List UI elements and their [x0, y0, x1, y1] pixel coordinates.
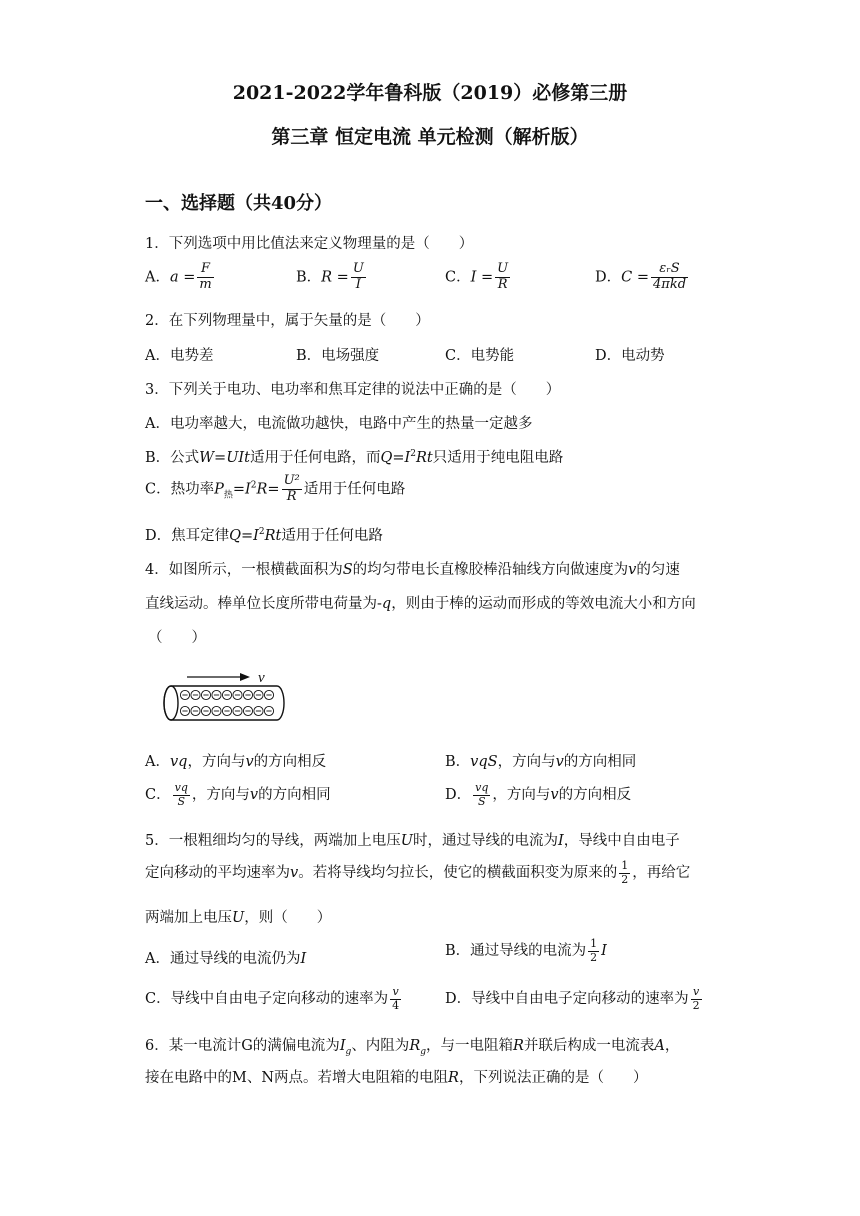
q4-option-a: A．vq，方向与v的方向相反 [145, 754, 327, 770]
section-heading: 一、选择题（共40分） [145, 193, 333, 214]
q5-option-a: A．通过导线的电流仍为I [145, 951, 307, 967]
q2-option-c: C．电势能 [445, 348, 515, 364]
q2-option-b: B．电场强度 [296, 348, 380, 364]
q3-option-d: D．焦耳定律$Q=I^2Rt$适用于任何电路 [145, 527, 383, 544]
q5-option-c: C．导线中自由电子定向移动的速率为 $\frac{v}{4}$ [145, 985, 400, 1012]
q1-stem: 1．下列选项中用比值法来定义物理量的是（ ） [145, 236, 474, 252]
q1-option-c: C．I = $\frac{U}{R}$ [445, 261, 509, 292]
q1-option-b: B．R = $\frac{U}{I}$ [296, 261, 364, 292]
q6-stem-line2: 接在电路中的M、N两点。若增大电阻箱的电阻R，下列说法正确的是（ ） [145, 1070, 648, 1086]
doc-title-line1: 2021-2022学年鲁科版（2019）必修第三册 [232, 82, 628, 104]
q3-option-c: C．热功率$P_热=I^2R=$ $\frac{\text{U²}}{R}$ 适用于任何电路 [145, 473, 406, 504]
q4-stem-line3: （ ） [148, 630, 206, 646]
q5-stem-line3: 两端加上电压U，则（ ） [145, 910, 332, 926]
q5-option-d: D．导线中自由电子定向移动的速率为 $\frac{v}{2}$ [445, 985, 700, 1012]
q4-option-b: B．vqS，方向与v的方向相同 [445, 754, 637, 770]
q2-stem: 2．在下列物理量中，属于矢量的是（ ） [145, 313, 430, 329]
q5-option-b: B．通过导线的电流为 $\frac{1}{2}$ I [445, 937, 607, 964]
q3-stem: 3．下列关于电功、电功率和焦耳定律的说法中正确的是（ ） [145, 382, 561, 398]
q3-option-a: A．电功率越大，电流做功越快，电路中产生的热量一定越多 [145, 416, 533, 432]
rod-velocity-label: v [258, 670, 265, 686]
q1-option-d: D．C = $\frac{\text{εᵣS}}{\text{4πkd}}$ [595, 261, 687, 292]
q4-option-d: D． $\frac{vq}{S}$ ，方向与v的方向相反 [445, 781, 632, 808]
q5-stem-line2: 定向移动的平均速率为v。若将导线均匀拉长，使它的横截面积变为原来的 $\frac{1}{2}$ ，再给它 [145, 859, 691, 886]
q5-stem-line1: 5．一根粗细均匀的导线，两端加上电压U时，通过导线的电流为I，导线中自由电子 [145, 833, 680, 849]
q2-option-a: A．电势差 [145, 348, 214, 364]
q3-option-b: B．公式W=UIt适用于任何电路，而$Q=I^2Rt$只适用于纯电阻电路 [145, 449, 564, 466]
q4-stem-line2: 直线运动。棒单位长度所带电荷量为-q，则由于棒的运动而形成的等效电流大小和方向 [145, 596, 696, 612]
charged-rod-figure [155, 668, 290, 724]
q1-option-a: A．a = $\frac{F}{m}$ [145, 261, 212, 292]
q4-stem-line1: 4．如图所示，一根横截面积为S的均匀带电长直橡胶棒沿轴线方向做速度为v的匀速 [145, 562, 680, 578]
q2-option-d: D．电动势 [595, 348, 665, 364]
q4-option-c: C． $\frac{vq}{S}$ ，方向与v的方向相同 [145, 781, 331, 808]
q6-stem-line1: 6．某一电流计G的满偏电流为$I_g$、内阻为$R_g$，与一电阻箱R并联后构成一电流表A， [145, 1038, 680, 1057]
doc-title-line2: 第三章 恒定电流 单元检测（解析版） [271, 126, 589, 148]
